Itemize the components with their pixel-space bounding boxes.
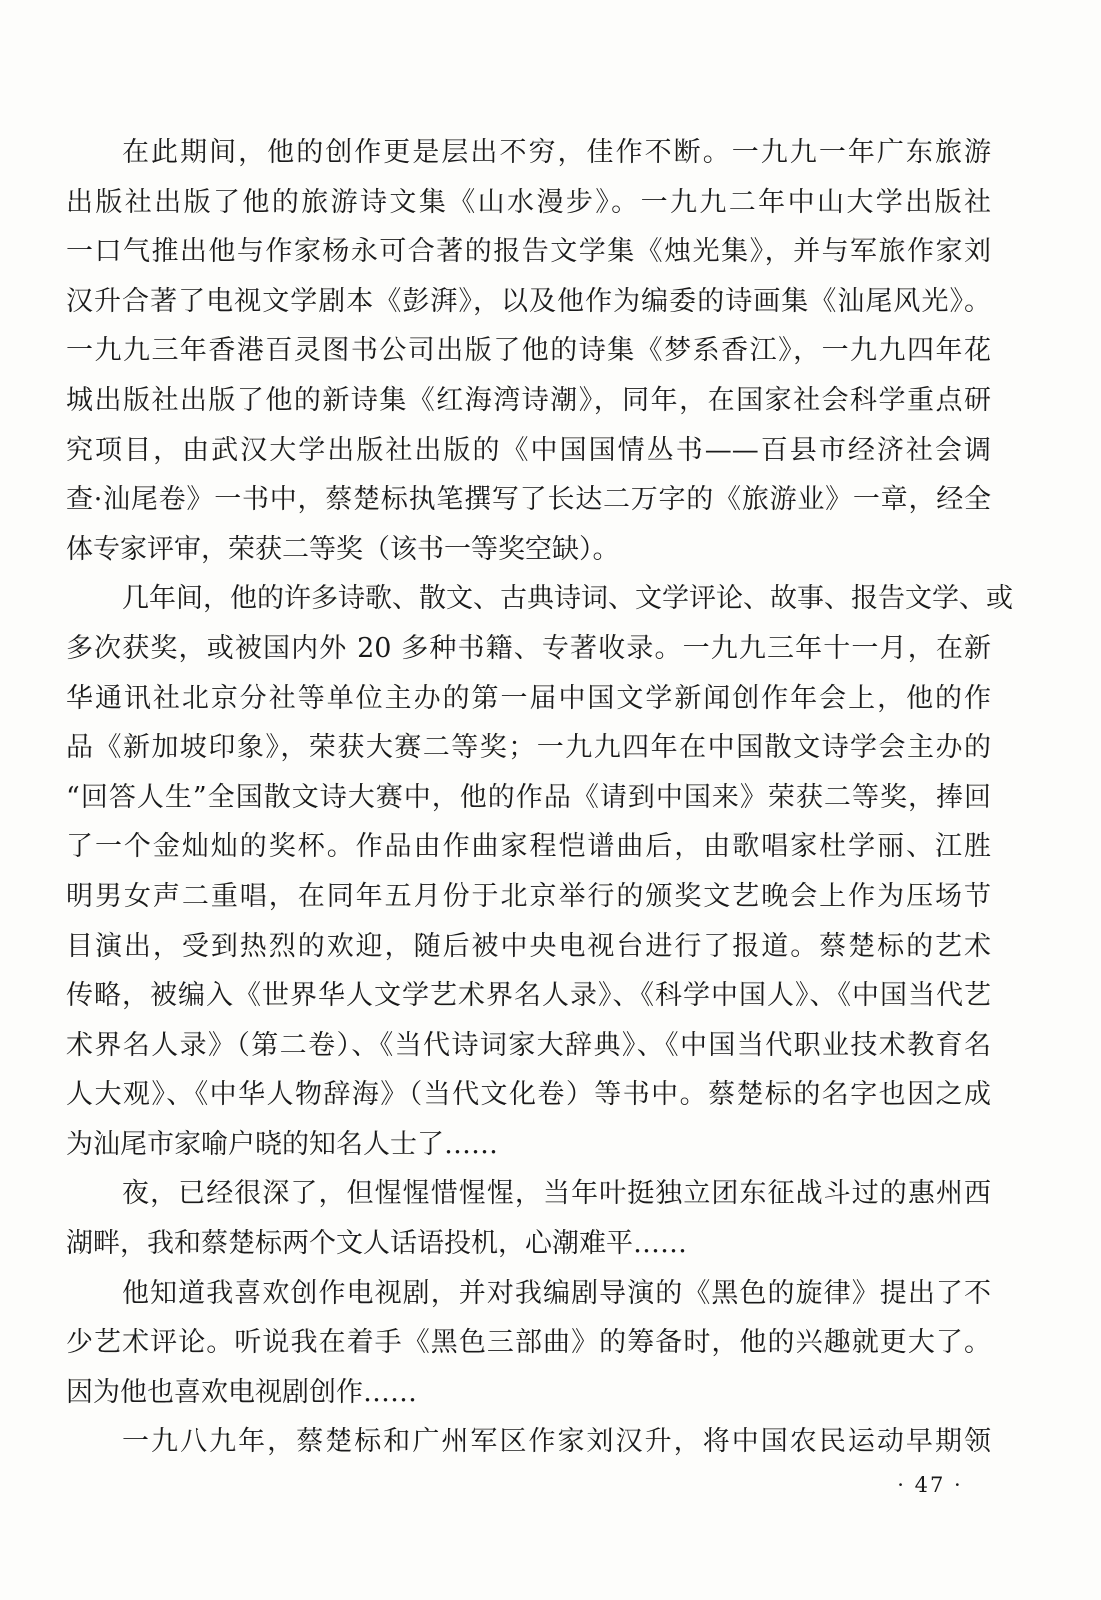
text-line: 他知道我喜欢创作电视剧，并对我编剧导演的《黑色的旋律》提出了不 [122,1277,991,1309]
text-line: 目演出，受到热烈的欢迎，随后被中央电视台进行了报道。蔡楚标的艺术 [66,930,991,962]
text-line: “回答人生”全国散文诗大赛中，他的作品《请到中国来》荣获二等奖，捧回 [66,781,991,813]
text-line: 究项目，由武汉大学出版社出版的《中国国情丛书——百县市经济社会调 [66,434,991,466]
text-line: 多次获奖，或被国内外 20 多种书籍、专著收录。一九九三年十一月，在新 [66,632,991,664]
text-line: 体专家评审，荣获二等奖（该书一等奖空缺）。 [66,533,620,565]
text-line: 品《新加坡印象》，荣获大赛二等奖；一九九四年在中国散文诗学会主办的 [66,732,991,764]
page-number: · 47 · [897,1473,963,1497]
text-line: 出版社出版了他的旅游诗文集《山水漫步》。一九九二年中山大学出版社 [66,186,991,218]
text-line: 湖畔，我和蔡楚标两个文人话语投机，心潮难平…… [66,1228,687,1260]
text-line: 城出版社出版了他的新诗集《红海湾诗潮》，同年，在国家社会科学重点研 [66,384,991,416]
text-line: 明男女声二重唱，在同年五月份于北京举行的颁奖文艺晚会上作为压场节 [66,880,991,912]
text-line: 为汕尾市家喻户晓的知名人士了…… [66,1128,498,1160]
text-line: 查·汕尾卷》一书中，蔡楚标执笔撰写了长达二万字的《旅游业》一章，经全 [66,484,991,516]
text-line: 一九八九年，蔡楚标和广州军区作家刘汉升，将中国农民运动早期领 [122,1426,991,1458]
text-line: 华通讯社北京分社等单位主办的第一届中国文学新闻创作年会上，他的作 [66,682,991,714]
text-line: 几年间，他的许多诗歌、散文、古典诗词、文学评论、故事、报告文学、或 [122,583,1013,615]
body-text [66,128,1013,1467]
text-line: 了一个金灿灿的奖杯。作品由作曲家程恺谱曲后，由歌唱家杜学丽、江胜 [66,831,991,863]
text-line: 汉升合著了电视文学剧本《彭湃》，以及他作为编委的诗画集《汕尾风光》。 [66,285,991,317]
text-line: 夜，已经很深了，但惺惺惜惺惺，当年叶挺独立团东征战斗过的惠州西 [122,1178,991,1210]
text-line: 因为他也喜欢电视剧创作…… [66,1376,417,1408]
text-line: 人大观》、《中华人物辞海》（当代文化卷）等书中。蔡楚标的名字也因之成 [66,1079,991,1111]
text-line: 少艺术评论。听说我在着手《黑色三部曲》的筹备时，他的兴趣就更大了。 [66,1327,991,1359]
text-line: 一九九三年香港百灵图书公司出版了他的诗集《梦系香江》，一九九四年花 [66,335,991,367]
text-line: 术界名人录》（第二卷）、《当代诗词家大辞典》、《中国当代职业技术教育名 [66,1029,991,1061]
text-line: 在此期间，他的创作更是层出不穷，佳作不断。一九九一年广东旅游 [122,137,991,168]
text-line: 一口气推出他与作家杨永可合著的报告文学集《烛光集》，并与军旅作家刘 [66,236,991,268]
text-line: 传略，被编入《世界华人文学艺术界名人录》、《科学中国人》、《中国当代艺 [66,980,991,1012]
